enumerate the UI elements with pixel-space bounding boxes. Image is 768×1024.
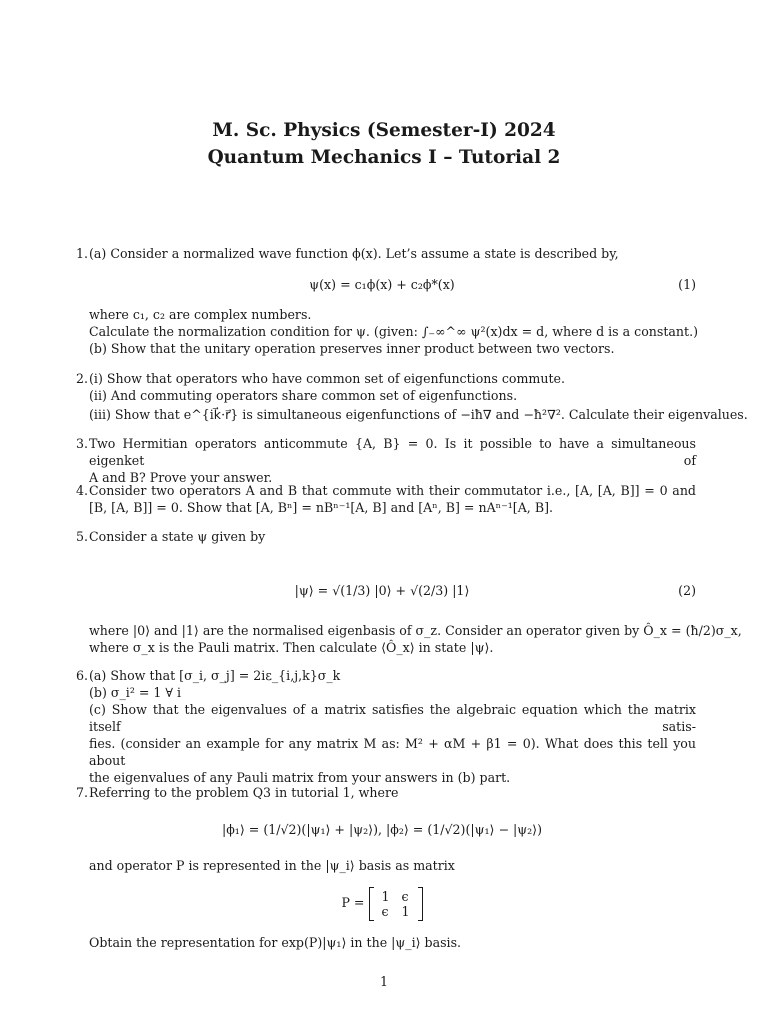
matrix-cell: ϵ	[381, 903, 389, 919]
question-3	[68, 435, 696, 485]
question-4	[68, 482, 696, 522]
matrix-equation	[68, 880, 696, 926]
question-number: 7.	[75, 785, 88, 800]
question-line: Referring to the problem Q3 in tutorial 1, where	[89, 785, 399, 800]
matrix-cell: ϵ	[401, 888, 409, 904]
question-line: and operator P is represented in the |ψ_i⟩ basis as matrix	[89, 858, 455, 873]
question-line: where σ_x is the Pauli matrix. Then calculate ⟨Ô_x⟩ in state |ψ⟩.	[89, 640, 494, 655]
question-line: (a) Show that [σ_i, σ_j] = 2iε_{i,j,k}σ_k	[89, 668, 341, 683]
matrix-label: P =	[341, 895, 365, 910]
question-5	[68, 528, 742, 658]
question-line: (b) σ_i² = 1 ∀ i	[89, 685, 182, 700]
question-1	[68, 245, 699, 365]
question-6	[68, 667, 696, 785]
page-title-line-1: M. Sc. Physics (Semester-I) 2024	[212, 120, 556, 141]
equation	[68, 276, 696, 293]
equation	[68, 572, 696, 610]
question-number: 3.	[75, 436, 88, 451]
equation-expression: |ϕ₁⟩ = (1/√2)(|ψ₁⟩ + |ψ₂⟩), |ϕ₂⟩ = (1/√2)(|ψ₁⟩ − |ψ₂⟩)	[221, 822, 543, 837]
equation-number: (2)	[678, 583, 696, 598]
question-line: (iii) Show that e^{ik⃗·r⃗} is simultaneous eigenfunctions of −iħ∇ and −ħ²∇². Calculate their eigenvalues.	[89, 407, 748, 422]
matrix-cell: 1	[381, 888, 390, 904]
question-line: where |0⟩ and |1⟩ are the normalised eigenbasis of σ_z. Consider an operator given by Ô_x = (ħ/2)σ_x,	[89, 623, 742, 638]
question-line: (i) Show that operators who have common set of eigenfunctions commute.	[89, 371, 566, 386]
equation	[68, 812, 696, 848]
question-number: 6.	[75, 668, 88, 683]
question-number: 1.	[75, 246, 88, 261]
question-line: Calculate the normalization condition for ψ. (given: ∫₋∞^∞ ψ²(x)dx = d, where d is a constant.)	[89, 324, 699, 339]
question-line: [B, [A, B]] = 0. Show that [A, Bⁿ] = nBⁿ⁻¹[A, B] and [Aⁿ, B] = nAⁿ⁻¹[A, B].	[89, 500, 553, 515]
page-number: 1	[379, 974, 388, 989]
question-7	[68, 784, 696, 954]
question-line: (b) Show that the unitary operation preserves inner product between two vectors.	[89, 341, 615, 356]
question-line: Obtain the representation for exp(P)|ψ₁⟩ in the |ψ_i⟩ basis.	[89, 935, 462, 950]
question-number: 4.	[75, 483, 88, 498]
question-line: where c₁, c₂ are complex numbers.	[89, 307, 312, 322]
equation-expression: |ψ⟩ = √(1/3) |0⟩ + √(2/3) |1⟩	[294, 583, 470, 598]
equation-number: (1)	[678, 277, 696, 292]
question-2	[68, 370, 748, 430]
matrix-cell: 1	[401, 903, 410, 919]
question-line: Two Hermitian operators anticommute {A, B} = 0. Is it possible to have a simultaneous eigenket of	[89, 436, 696, 468]
question-number: 2.	[75, 371, 88, 386]
equation-expression: ψ(x) = c₁ϕ(x) + c₂ϕ*(x)	[309, 277, 455, 292]
question-line: (a) Consider a normalized wave function ϕ(x). Let’s assume a state is described by,	[89, 246, 619, 261]
matrix	[369, 887, 423, 921]
question-line: (c) Show that the eigenvalues of a matrix satisfies the algebraic equation which the matrix itself satis-	[89, 702, 696, 734]
page-title-line-2: Quantum Mechanics I – Tutorial 2	[207, 147, 561, 168]
question-line: fies. (consider an example for any matrix M as: M² + αM + β1 = 0). What does this tell you about	[89, 736, 696, 768]
question-line: Consider two operators A and B that commute with their commutator i.e., [A, [A, B]] = 0 and	[89, 483, 696, 498]
question-line: (ii) And commuting operators share common set of eigenfunctions.	[89, 388, 518, 403]
question-number: 5.	[75, 529, 88, 544]
question-line: the eigenvalues of any Pauli matrix from your answers in (b) part.	[89, 770, 511, 785]
question-line: A and B? Prove your answer.	[89, 470, 273, 485]
question-line: Consider a state ψ given by	[89, 529, 266, 544]
